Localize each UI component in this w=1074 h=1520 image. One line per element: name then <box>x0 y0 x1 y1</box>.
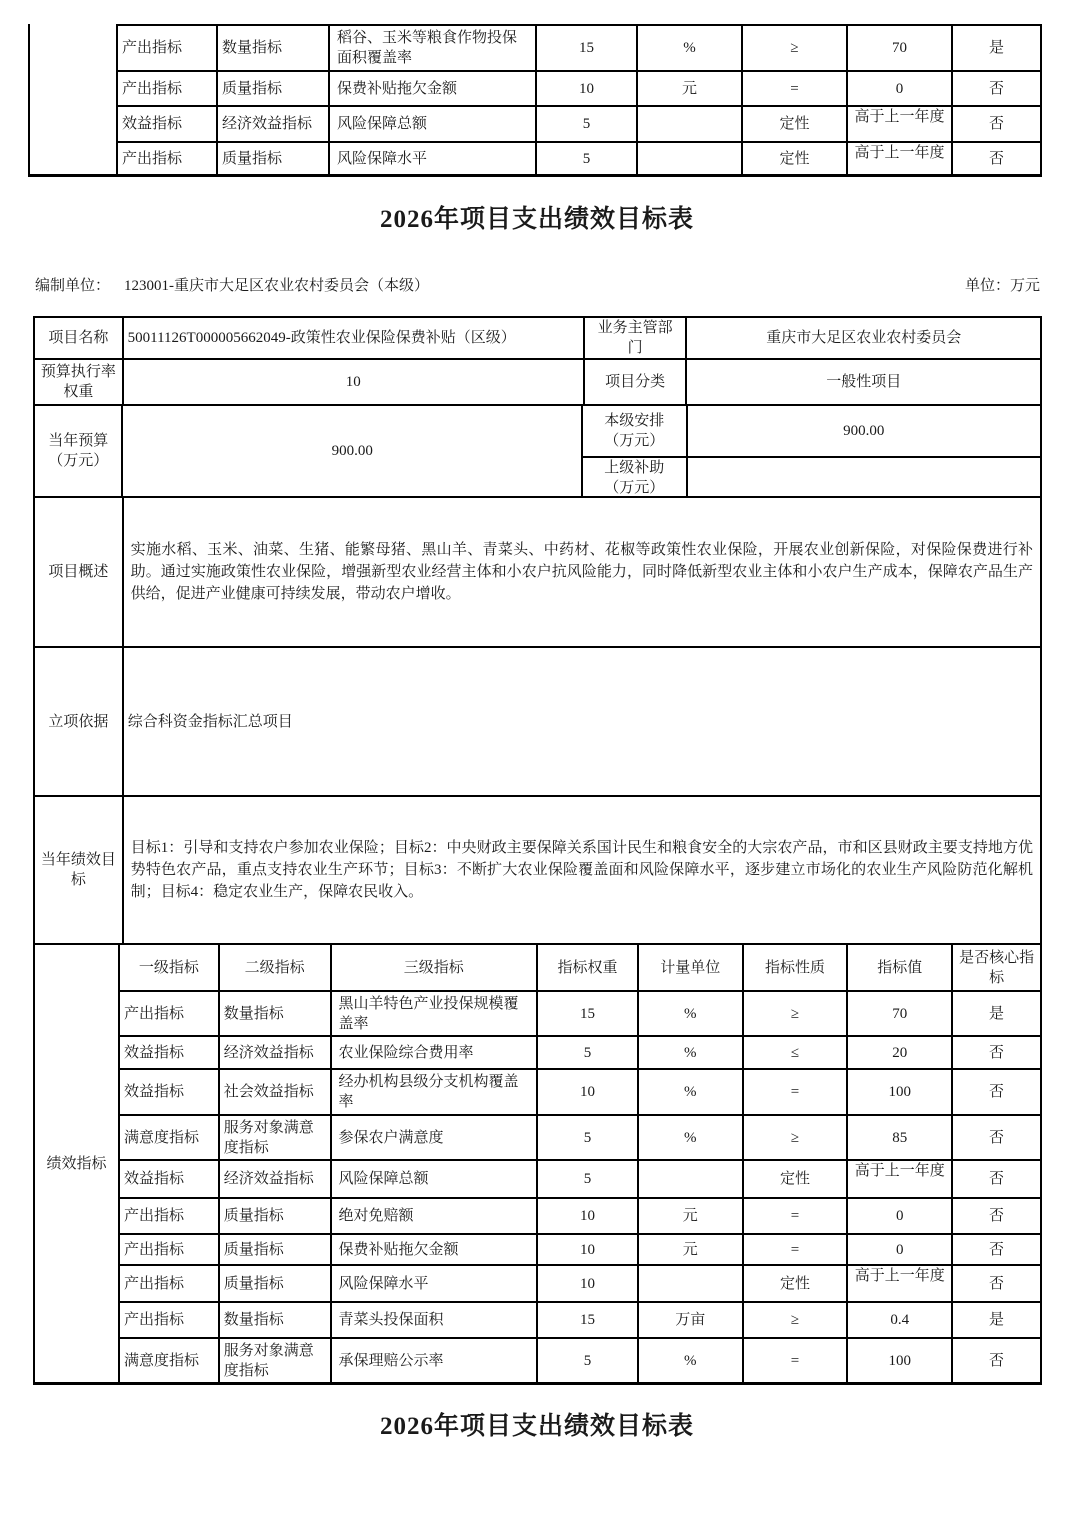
nature-cell: = <box>742 1235 847 1264</box>
unit-cell: 元 <box>636 72 741 105</box>
level3-cell: 风险保障总额 <box>330 1161 537 1197</box>
level1-cell: 效益指标 <box>122 116 183 132</box>
indicator-row <box>120 1301 1040 1337</box>
level1-cell: 产出指标 <box>124 1241 185 1258</box>
budget-breakdown <box>581 406 1040 496</box>
level2-cell: 质量指标 <box>218 1266 330 1301</box>
value-cell: 100 <box>846 1339 951 1382</box>
nature-cell: 定性 <box>741 107 846 141</box>
level3-cell: 保费补贴拖欠金额 <box>330 1235 537 1264</box>
unit-cell: % <box>637 992 742 1035</box>
level3-cell: 风险保障水平 <box>328 143 535 174</box>
performance-indicators-row <box>35 943 1040 1382</box>
indicator-row <box>120 1264 1040 1301</box>
level3-cell: 经办机构县级分支机构覆盖率 <box>330 1070 537 1114</box>
basis-label: 立项依据 <box>48 713 109 730</box>
level1-cell: 效益指标 <box>124 1084 185 1100</box>
nature-cell: ≥ <box>742 1116 847 1159</box>
level1-cell: 产出指标 <box>124 1005 185 1022</box>
header-level3: 三级指标 <box>330 945 537 990</box>
nature-cell: = <box>742 1070 847 1114</box>
level3-cell: 稻谷、玉米等粮食作物投保面积覆盖率 <box>328 26 535 70</box>
level1-cell: 产出指标 <box>122 40 183 56</box>
overview-value <box>122 498 1040 646</box>
indicator-row <box>120 1068 1040 1114</box>
performance-indicator-continued-cell <box>30 24 118 174</box>
level3-cell: 农业保险综合费用率 <box>330 1037 537 1068</box>
level2-cell: 质量指标 <box>216 72 328 105</box>
overview-text: 实施水稻、玉米、油菜、生猪、能繁母猪、黑山羊、青菜头、中药材、花椒等政策性农业保险，开展农业创新保险，对保险保费进行补助。通过实施政策性农业保险，增强新型农业经营主体和小农户抗风险能力，同时降低新型农业主体和小农户生产成本，保障农产品生产供给，促进产业健康可持续发展，带动农户增收。 <box>130 542 1033 602</box>
local-budget-row <box>583 406 1040 456</box>
value-cell: 20 <box>846 1037 951 1068</box>
unit-cell: 元 <box>637 1235 742 1264</box>
nature-cell: ≥ <box>742 992 847 1035</box>
level1-cell: 产出指标 <box>124 1275 185 1292</box>
goal-row <box>35 795 1040 943</box>
category-value: 一般性项目 <box>685 360 1040 404</box>
indicator-row <box>118 24 1040 70</box>
level3-cell: 参保农户满意度 <box>330 1116 537 1159</box>
level2-cell: 经济效益指标 <box>218 1161 330 1197</box>
header-unit: 计量单位 <box>637 945 742 990</box>
nature-cell: 定性 <box>741 143 846 174</box>
level3-cell: 黑山羊特色产业投保规模覆盖率 <box>330 992 537 1035</box>
indicator-row <box>118 70 1040 105</box>
core-cell: 否 <box>951 1116 1040 1159</box>
goal-value <box>122 797 1040 943</box>
weight-cell: 5 <box>536 1037 637 1068</box>
core-cell: 否 <box>951 1235 1040 1264</box>
nature-cell: = <box>742 1339 847 1382</box>
goal-label: 当年绩效目标 <box>40 852 116 888</box>
core-cell: 否 <box>951 72 1040 105</box>
performance-target-table <box>33 316 1042 1385</box>
basis-row <box>35 646 1040 795</box>
core-cell: 是 <box>951 992 1040 1035</box>
header-level1: 一级指标 <box>138 959 199 976</box>
previous-page-indicator-table <box>28 24 1042 177</box>
weight-cell: 5 <box>535 143 636 174</box>
value-cell: 100 <box>846 1070 951 1114</box>
exec-rate-row <box>35 358 1040 404</box>
core-cell: 否 <box>951 1037 1040 1068</box>
overview-row <box>35 496 1040 646</box>
weight-cell: 15 <box>536 1303 637 1337</box>
core-cell: 否 <box>951 1266 1040 1301</box>
dept-value: 重庆市大足区农业农村委员会 <box>685 318 1040 358</box>
category-label: 项目分类 <box>583 360 686 404</box>
indicator-row <box>118 105 1040 141</box>
nature-cell: ≤ <box>742 1037 847 1068</box>
indicators-table <box>118 945 1040 1382</box>
value-cell: 0.4 <box>846 1303 951 1337</box>
header-value: 指标值 <box>846 945 951 990</box>
local-budget-label: 本级安排（万元） <box>604 413 665 449</box>
unit-cell: % <box>637 1070 742 1114</box>
level2-cell: 质量指标 <box>218 1199 330 1233</box>
prepared-by-value: 123001-重庆市大足区农业农村委员会（本级） <box>124 278 430 294</box>
project-name-label: 项目名称 <box>48 330 109 346</box>
unit-cell <box>636 143 741 174</box>
weight-cell: 15 <box>535 26 636 70</box>
value-cell: 高于上一年度 <box>846 1161 951 1197</box>
value-cell: 高于上一年度 <box>846 107 951 141</box>
weight-cell: 10 <box>536 1070 637 1114</box>
budget-row <box>35 404 1040 496</box>
level2-cell: 数量指标 <box>218 1303 330 1337</box>
weight-cell: 10 <box>536 1266 637 1301</box>
unit-cell: % <box>637 1339 742 1382</box>
unit-cell <box>636 107 741 141</box>
indicator-row <box>118 141 1040 174</box>
indicator-row <box>120 1337 1040 1382</box>
level2-cell: 数量指标 <box>216 26 328 70</box>
indicator-row <box>120 1159 1040 1197</box>
performance-indicators-label: 绩效指标 <box>46 1155 107 1172</box>
nature-cell: = <box>742 1199 847 1233</box>
budget-value: 900.00 <box>121 406 581 496</box>
value-cell: 高于上一年度 <box>846 143 951 174</box>
unit-cell <box>637 1161 742 1197</box>
level1-cell: 满意度指标 <box>124 1352 200 1369</box>
overview-label: 项目概述 <box>48 564 109 580</box>
level2-cell: 社会效益指标 <box>218 1070 330 1114</box>
level1-cell: 效益指标 <box>124 1171 185 1187</box>
weight-cell: 5 <box>536 1339 637 1382</box>
unit-cell: 元 <box>637 1199 742 1233</box>
indicator-row <box>120 1035 1040 1068</box>
nature-cell: 定性 <box>742 1161 847 1197</box>
weight-cell: 10 <box>535 72 636 105</box>
core-cell: 否 <box>951 143 1040 174</box>
level1-cell: 产出指标 <box>122 80 183 97</box>
unit-cell: % <box>636 26 741 70</box>
core-cell: 是 <box>951 26 1040 70</box>
value-cell: 高于上一年度 <box>846 1266 951 1301</box>
level1-cell: 产出指标 <box>124 1312 185 1328</box>
nature-cell: 定性 <box>742 1266 847 1301</box>
weight-cell: 5 <box>536 1116 637 1159</box>
core-cell: 否 <box>951 1339 1040 1382</box>
level3-cell: 保费补贴拖欠金额 <box>328 72 535 105</box>
weight-cell: 10 <box>536 1235 637 1264</box>
exec-rate-label: 预算执行率权重 <box>40 364 116 400</box>
indicator-row <box>120 1233 1040 1264</box>
indicators-header-row <box>120 945 1040 990</box>
project-name-value: 50011126T000005662049-政策性农业保险保费补贴（区级） <box>122 318 583 358</box>
level2-cell: 经济效益指标 <box>216 107 328 141</box>
header-core: 是否核心指标 <box>951 945 1040 990</box>
value-cell: 70 <box>846 992 951 1035</box>
basis-value: 综合科资金指标汇总项目 <box>122 648 1040 795</box>
weight-cell: 10 <box>536 1199 637 1233</box>
value-cell: 0 <box>846 1235 951 1264</box>
core-cell: 是 <box>951 1303 1040 1337</box>
header-nature: 指标性质 <box>742 945 847 990</box>
meta-line <box>35 276 1040 296</box>
indicator-row <box>120 1197 1040 1233</box>
level1-cell: 满意度指标 <box>124 1129 200 1146</box>
unit-cell: 万亩 <box>637 1303 742 1337</box>
level3-cell: 绝对免赔额 <box>330 1199 537 1233</box>
level2-cell: 经济效益指标 <box>218 1037 330 1068</box>
core-cell: 否 <box>951 1070 1040 1114</box>
header-weight: 指标权重 <box>536 945 637 990</box>
upper-subsidy-row <box>583 456 1040 498</box>
indicator-row <box>120 1114 1040 1159</box>
level3-cell: 风险保障总额 <box>328 107 535 141</box>
dept-label: 业务主管部门 <box>583 318 686 358</box>
header-level2: 二级指标 <box>218 945 330 990</box>
value-cell: 0 <box>846 1199 951 1233</box>
weight-cell: 5 <box>536 1161 637 1197</box>
level2-cell: 质量指标 <box>218 1235 330 1264</box>
nature-cell: ≥ <box>742 1303 847 1337</box>
local-budget-value: 900.00 <box>686 406 1040 456</box>
unit-cell: % <box>637 1037 742 1068</box>
level2-cell: 服务对象满意度指标 <box>218 1339 330 1382</box>
unit-label: 单位：万元 <box>964 278 1040 294</box>
level2-cell: 服务对象满意度指标 <box>218 1116 330 1159</box>
core-cell: 否 <box>951 1161 1040 1197</box>
level3-cell: 承保理赔公示率 <box>330 1339 537 1382</box>
level2-cell: 数量指标 <box>218 992 330 1035</box>
prepared-by-label: 编制单位： <box>35 278 111 294</box>
unit-cell <box>637 1266 742 1301</box>
upper-subsidy-label: 上级补助（万元） <box>604 460 665 496</box>
indicator-row <box>120 990 1040 1035</box>
level3-cell: 风险保障水平 <box>330 1266 537 1301</box>
upper-subsidy-value <box>686 458 1040 498</box>
value-cell: 0 <box>846 72 951 105</box>
value-cell: 70 <box>846 26 951 70</box>
unit-cell: % <box>637 1116 742 1159</box>
level1-cell: 产出指标 <box>122 150 183 167</box>
core-cell: 否 <box>951 107 1040 141</box>
value-cell: 85 <box>846 1116 951 1159</box>
budget-label: 当年预算（万元） <box>48 433 109 469</box>
next-page-title: 2026年项目支出绩效目标表 <box>379 1413 694 1440</box>
level1-cell: 产出指标 <box>124 1208 185 1224</box>
goal-text: 目标1：引导和支持农户参加农业保险；目标2：中央财政主要保障关系国计民生和粮食安全的大宗农产品，市和区县财政主要支持地方优势特色农产品，重点支持农业生产环节；目标3：不断扩大农业保险覆盖面和风险保障水平，逐步建立市场化的农业生产风险防范化解机制；目标4：稳定农业生产，保障农民收入。 <box>130 840 1033 900</box>
level1-cell: 效益指标 <box>124 1044 185 1061</box>
page-title: 2026年项目支出绩效目标表 <box>379 206 694 233</box>
weight-cell: 15 <box>536 992 637 1035</box>
weight-cell: 5 <box>535 107 636 141</box>
nature-cell: = <box>741 72 846 105</box>
level2-cell: 质量指标 <box>216 143 328 174</box>
nature-cell: ≥ <box>741 26 846 70</box>
project-name-row <box>35 318 1040 358</box>
exec-rate-value: 10 <box>122 360 583 404</box>
level3-cell: 青菜头投保面积 <box>330 1303 537 1337</box>
core-cell: 否 <box>951 1199 1040 1233</box>
